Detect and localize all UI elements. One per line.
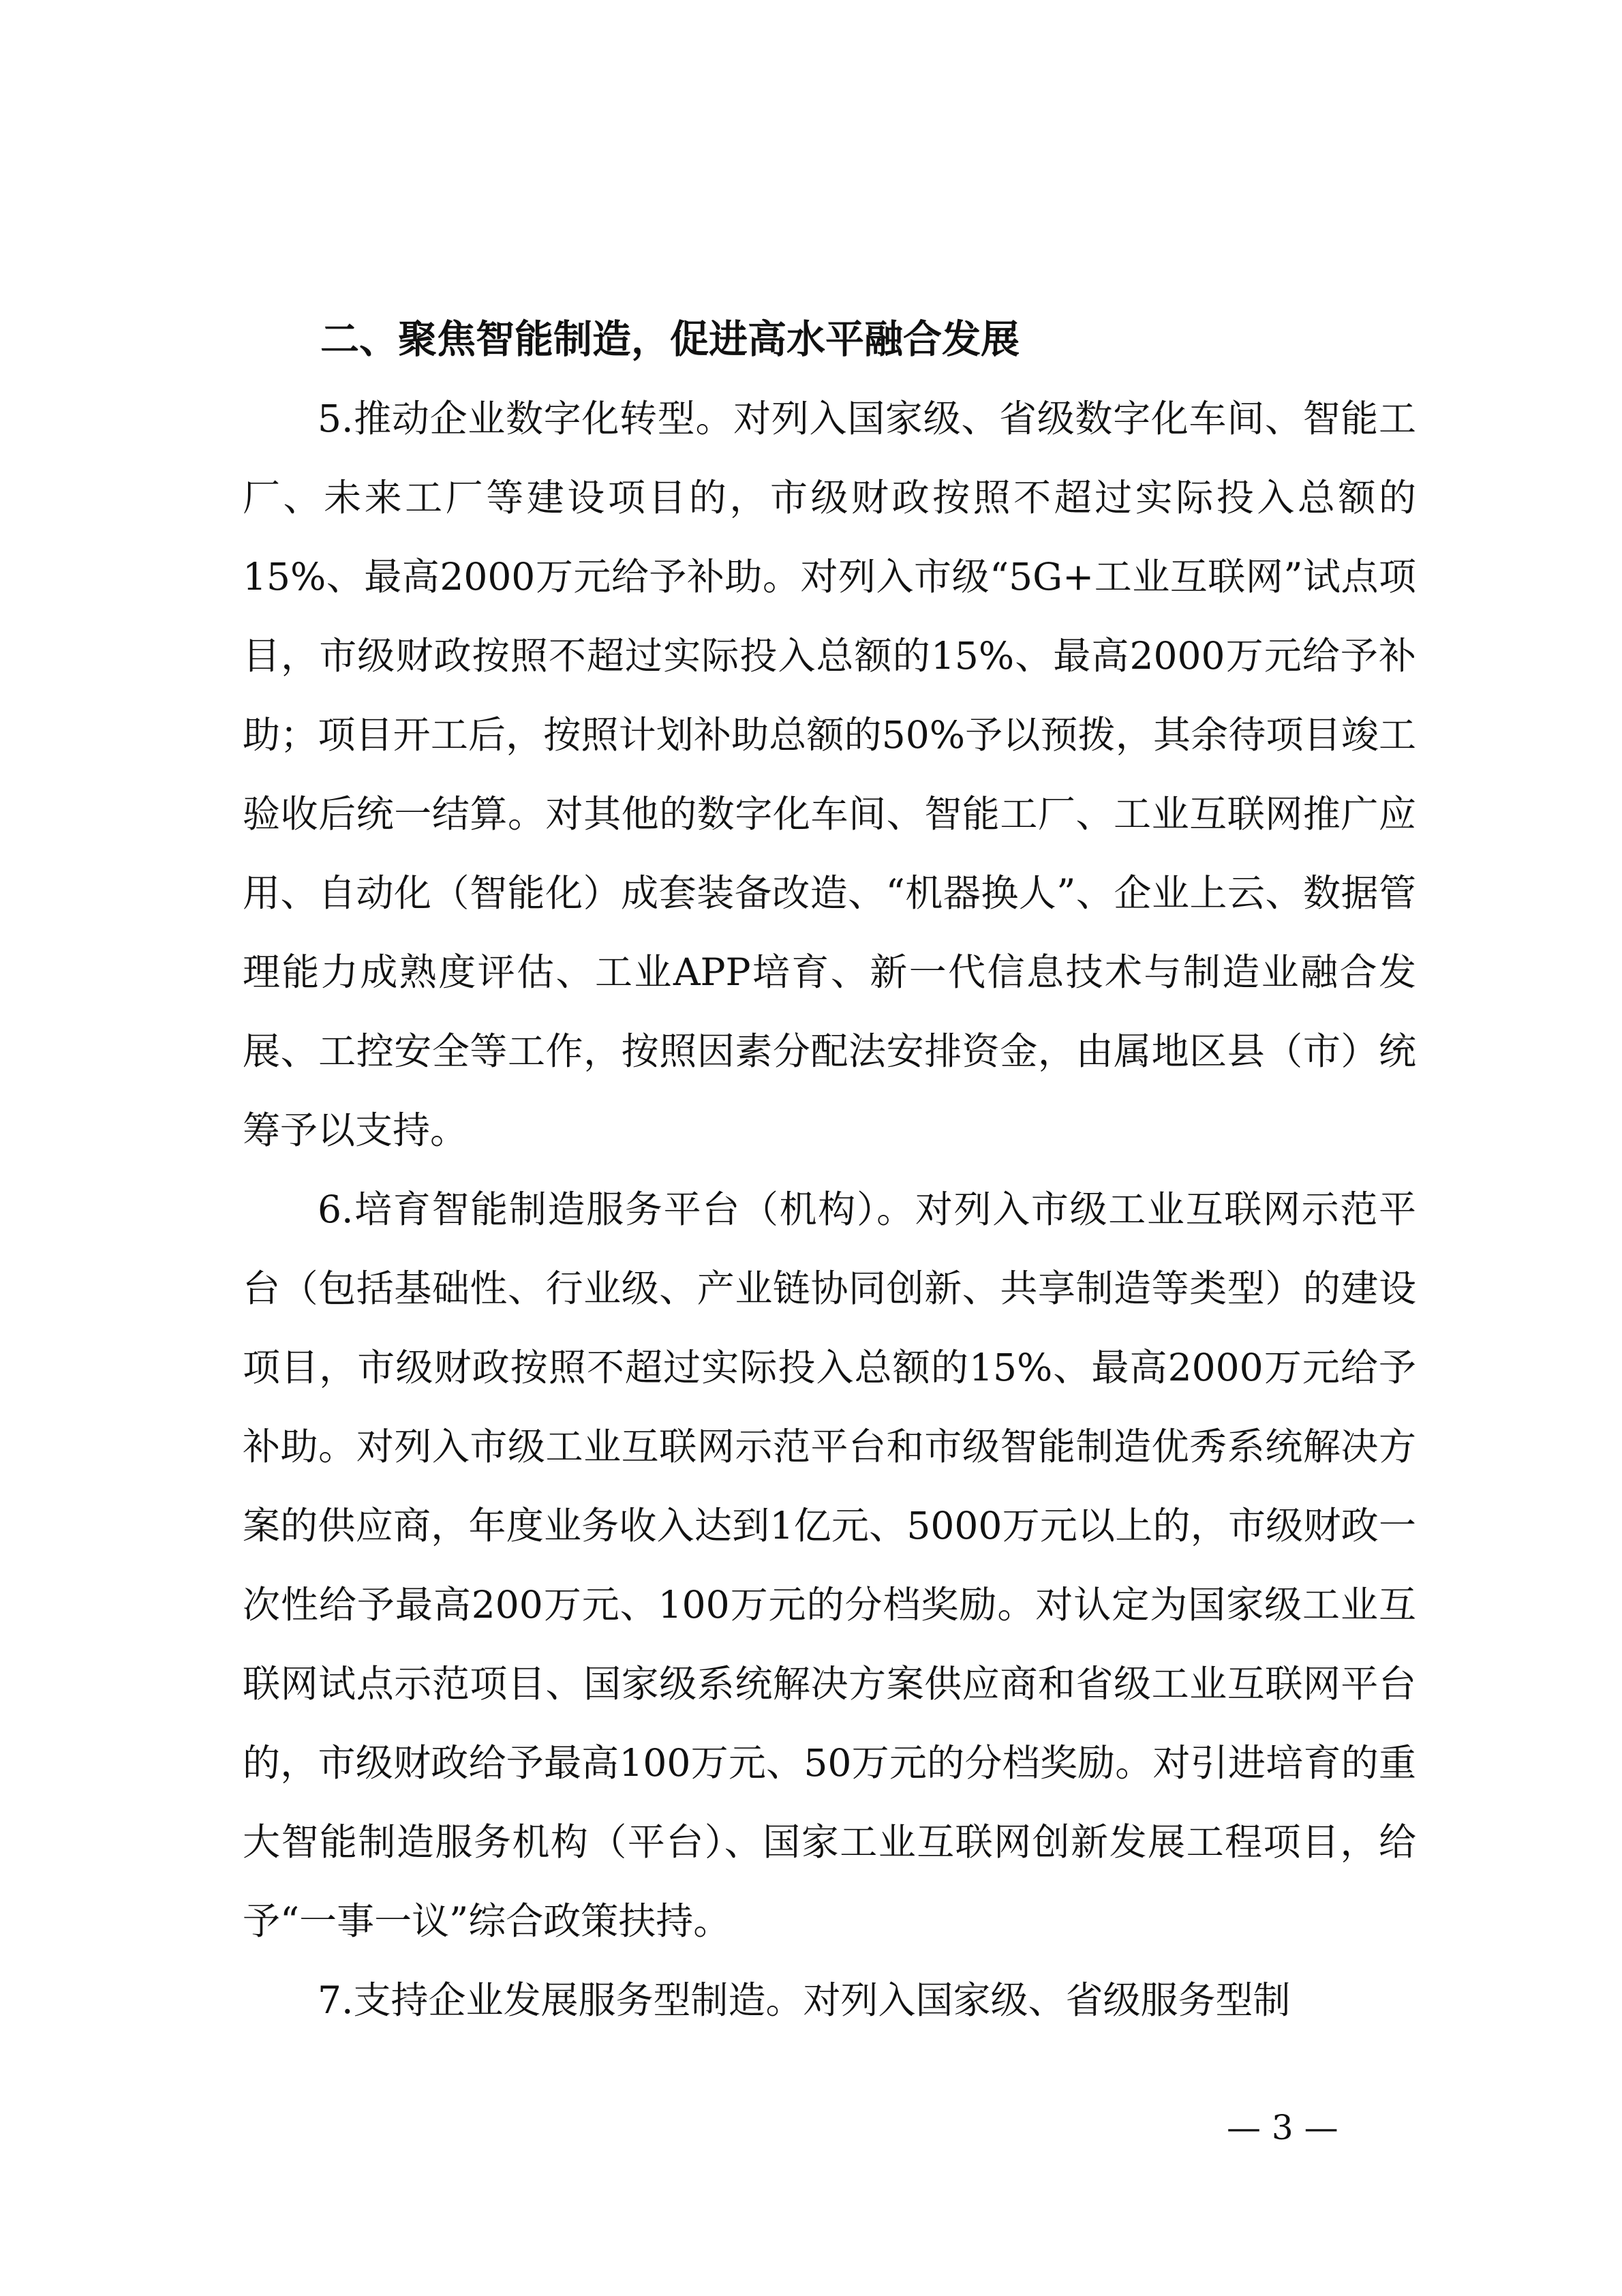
paragraph-5	[243, 379, 1416, 1170]
paragraph-6	[243, 1170, 1416, 1961]
document-body	[243, 300, 1416, 2040]
paragraph-7-lead: 7.支持企业发展服务型制造。	[318, 1978, 804, 2022]
paragraph-7-text: 对列入国家级、省级服务型制	[803, 1978, 1291, 2022]
paragraph-6-lead: 6.培育智能制造服务平台（机构）。	[318, 1188, 915, 1231]
paragraph-5-text: 对列入国家级、省级数字化车间、智能工厂、未来工厂等建设项目的，市级财政按照不超过实际投入总额的15%、最高2000万元给予补助。对列入市级“5G+工业互联网”试点项目，市级财政按照不超过实际投入总额的15%、最高2000万元给予补助；项目开工后，按照计划补助总额的50%予以预拨，其余待项目竣工验收后统一结算。对其他的数字化车间、智能工厂、工业互联网推广应用、自动化（智能化）成套装备改造、“机器换人”、企业上云、数据管理能力成熟度评估、工业APP培育、新一代信息技术与制造业融合发展、工控安全等工作，按照因素分配法安排资金，由属地区县（市）统筹予以支持。	[243, 397, 1416, 1152]
paragraph-6-text: 对列入市级工业互联网示范平台（包括基础性、行业级、产业链协同创新、共享制造等类型）的建设项目，市级财政按照不超过实际投入总额的15%、最高2000万元给予补助。对列入市级工业互联网示范平台和市级智能制造优秀系统解决方案的供应商，年度业务收入达到1亿元、5000万元以上的，市级财政一次性给予最高200万元、100万元的分档奖励。对认定为国家级工业互联网试点示范项目、国家级系统解决方案供应商和省级工业互联网平台的，市级财政给予最高100万元、50万元的分档奖励。对引进培育的重大智能制造服务机构（平台）、国家工业互联网创新发展工程项目，给予“一事一议”综合政策扶持。	[243, 1188, 1416, 1943]
page-number: — 3 —	[1227, 2108, 1338, 2147]
paragraph-7	[243, 1961, 1416, 2040]
paragraph-5-lead: 5.推动企业数字化转型。	[318, 397, 734, 440]
section-heading: 二、聚焦智能制造，促进高水平融合发展	[320, 317, 1020, 362]
